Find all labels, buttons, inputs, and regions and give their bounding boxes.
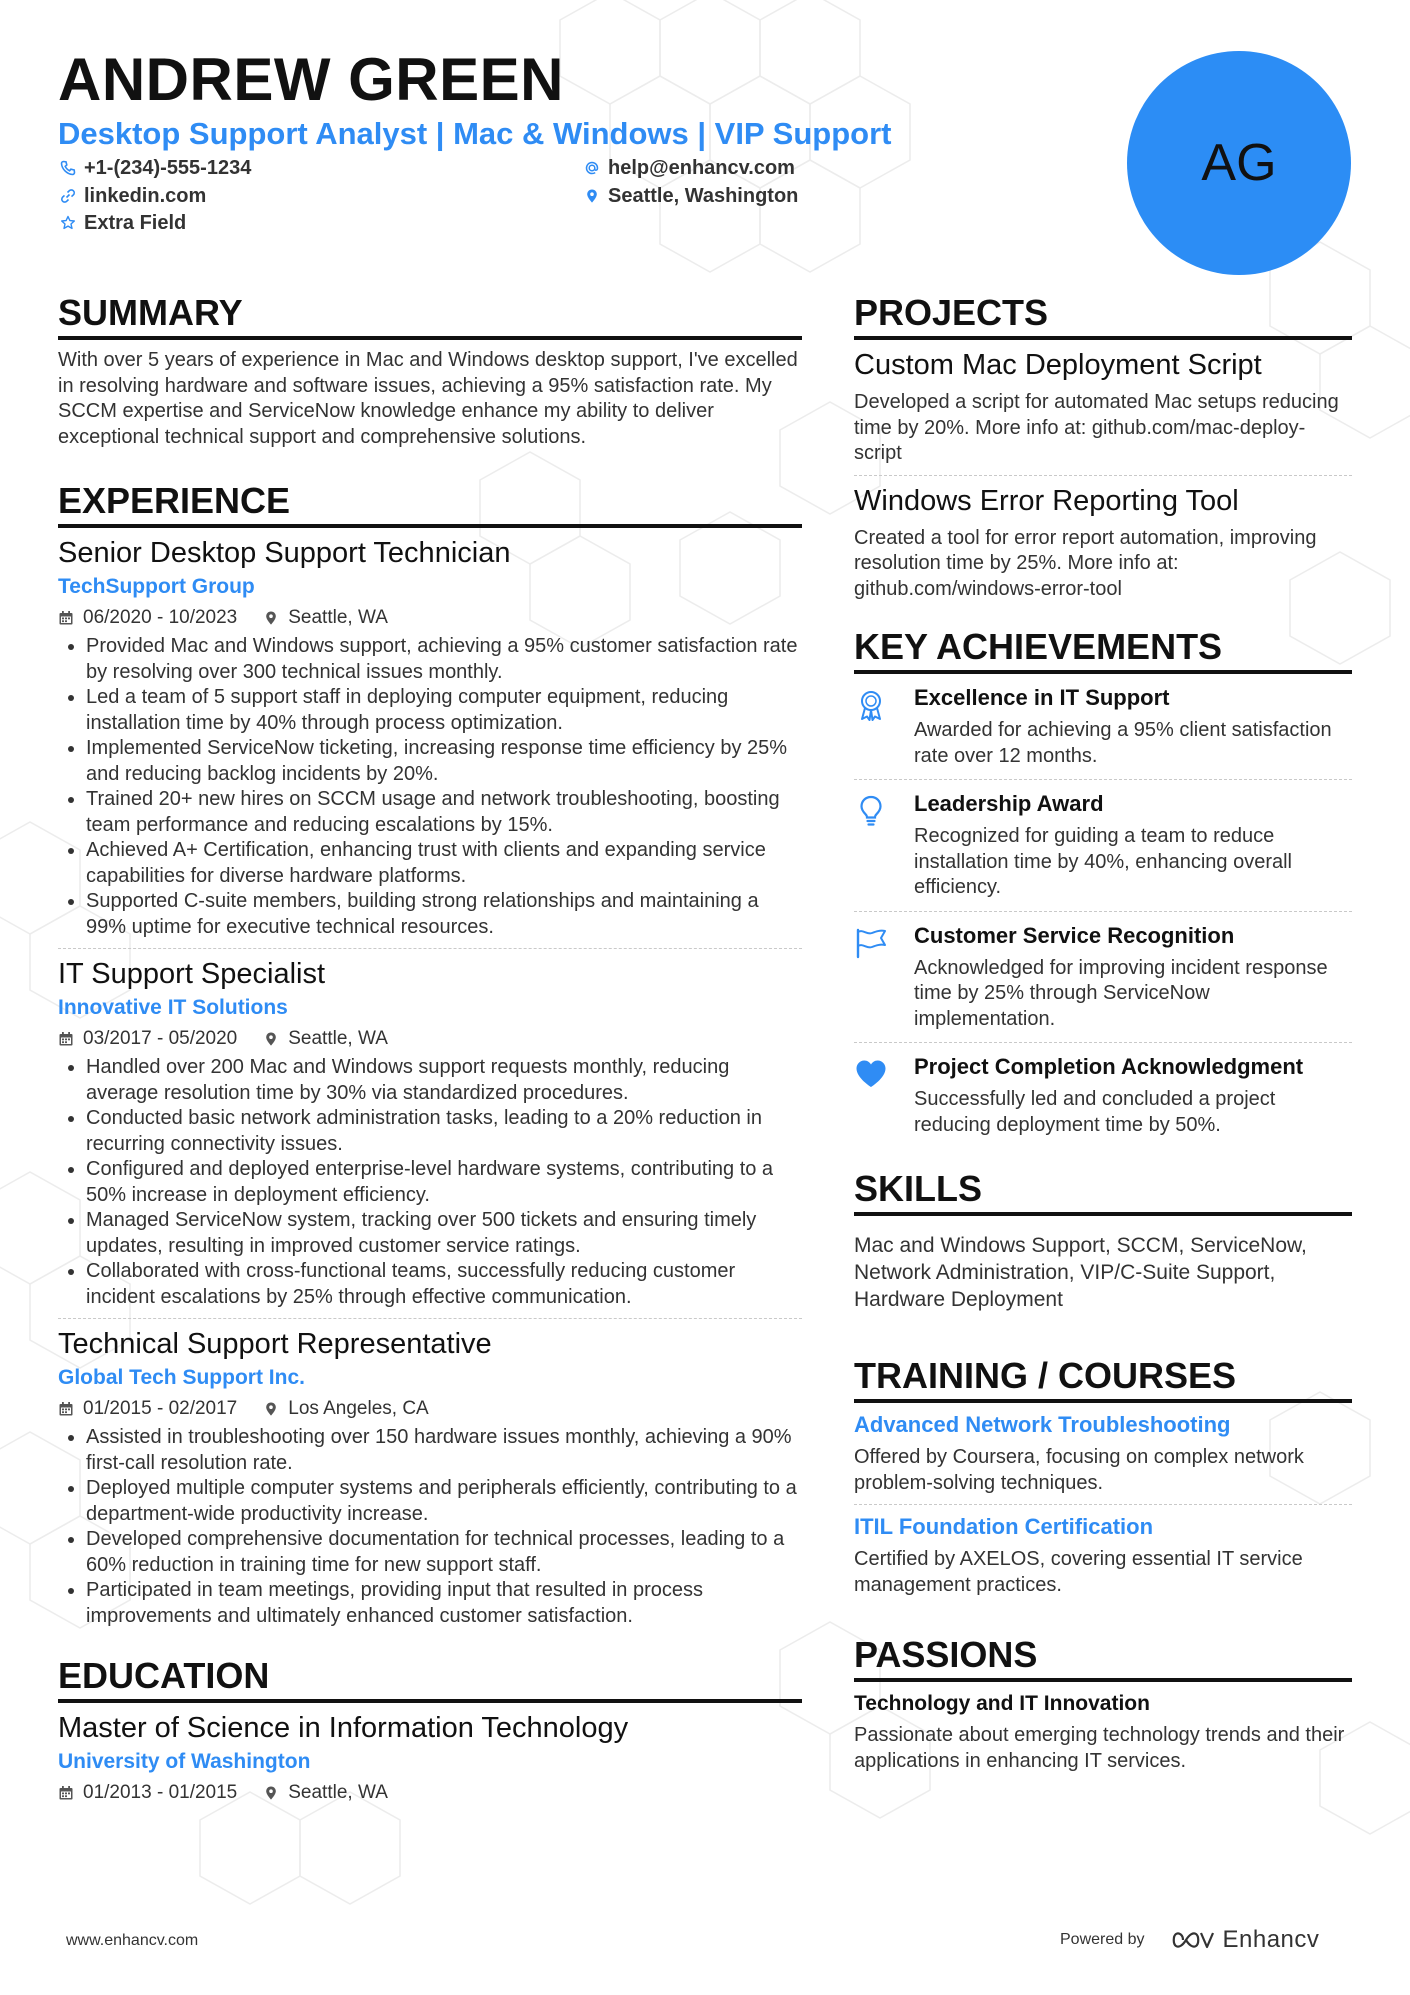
calendar-icon [58,1785,74,1801]
candidate-headline: Desktop Support Analyst | Mac & Windows | VIP Support [58,116,892,151]
achievement-description: Recognized for guiding a team to reduce installation time by 40%, enhancing overall efficiency. [914,825,1292,898]
project-description: Created a tool for error report automation, improving resolution time by 25%. More info at: github.com/windows-error-tool [854,526,1317,600]
brand-name: Enhancv [1222,1926,1320,1953]
summary-text: With over 5 years of experience in Mac and Windows desktop support, I've excelled in resolving hardware and software issues, achieving a 95% satisfaction rate. My SCCM expertise and ServiceNow knowledge enhance my ability to deliver exceptional technical support and comprehensive solutions. [58,349,798,448]
education-location: Seattle, WA [288,1782,388,1803]
job-meta [58,1397,802,1421]
education-dates: 01/2013 - 01/2015 [83,1782,238,1803]
project-title: Custom Mac Deployment Script [854,349,1262,381]
project-title: Windows Error Reporting Tool [854,484,1239,517]
left-column [58,292,802,1805]
achievement-description: Awarded for achieving a 95% client satisfaction rate over 12 months. [914,719,1332,767]
course-description: Certified by AXELOS, covering essential IT service management practices. [854,1548,1303,1596]
passions-heading: PASSIONS [854,1634,1352,1682]
job-bullet: • Developed comprehensive documentation for technical processes, leading to a 60% reduction in training time for new support staff. [86,1527,802,1578]
achievements-heading: KEY ACHIEVEMENTS [854,626,1352,674]
job-bullet: • Led a team of 5 support staff in deploying computer equipment, reducing installation time by 40% through process optimization. [86,685,802,736]
experience-heading: EXPERIENCE [58,480,802,528]
contact-extra-field [60,211,186,235]
contact-email-text: help@enhancv.com [608,157,795,179]
job-dates: 03/2017 - 05/2020 [83,1028,238,1049]
contact-email[interactable] [584,156,795,180]
calendar-icon [58,610,74,626]
job-bullet: • Managed ServiceNow system, tracking over 500 tickets and ensuring timely updates, resulting in improved customer service ratings. [86,1208,802,1259]
job-bullet: • Assisted in troubleshooting over 150 hardware issues monthly, achieving a 90% first-call resolution rate. [86,1425,802,1476]
job-bullet: • Participated in team meetings, providing input that resulted in process improvements and ultimately enhanced customer satisfaction. [86,1578,802,1629]
link-icon [60,188,76,204]
job-dates: 06/2020 - 10/2023 [83,607,238,628]
course-description: Offered by Coursera, focusing on complex network problem-solving techniques. [854,1446,1304,1494]
calendar-icon [58,1031,74,1047]
experience-entry [58,536,802,949]
achievement-description: Successfully led and concluded a project reducing deployment time by 50%. [914,1088,1276,1136]
degree-title: Master of Science in Information Technology [58,1712,629,1744]
location-pin-icon [263,610,279,626]
location-pin-icon [584,188,600,204]
course-entry [854,1411,1352,1505]
calendar-icon [58,1401,74,1417]
course-title: ITIL Foundation Certification [854,1514,1154,1539]
company-name: Global Tech Support Inc. [58,1366,305,1389]
lightbulb-icon [854,794,888,828]
project-description: Developed a script for automated Mac setups reducing time by 20%. More info at: github.com/mac-deploy-script [854,391,1339,464]
skills-text: Mac and Windows Support, SCCM, ServiceNow, Network Administration, VIP/C-Suite Support, Hardware Deployment [854,1234,1307,1311]
job-location: Seattle, WA [288,607,388,628]
job-location: Los Angeles, CA [288,1398,429,1419]
contact-extra-text: Extra Field [84,212,187,234]
training-heading: TRAINING / COURSES [854,1355,1352,1403]
job-bullet: • Achieved A+ Certification, enhancing trust with clients and expanding service capabilities for diverse hardware platforms. [86,838,802,889]
education-heading: EDUCATION [58,1655,802,1703]
job-bullets [58,1055,802,1310]
at-sign-icon [584,160,600,176]
course-entry [854,1513,1352,1598]
job-location: Seattle, WA [288,1028,388,1049]
flag-icon [854,926,888,960]
contact-phone[interactable] [60,156,251,180]
contact-linkedin[interactable] [60,184,206,208]
experience-entry [58,1327,802,1629]
job-bullet: • Deployed multiple computer systems and peripherals efficiently, contributing to a department-wide productivity increase. [86,1476,802,1527]
job-bullet: • Conducted basic network administration tasks, leading to a 20% reduction in recurring connectivity issues. [86,1106,802,1157]
footer-branding[interactable] [1060,1926,1319,1954]
candidate-name: ANDREW GREEN [58,46,565,113]
passion-title: Technology and IT Innovation [854,1692,1150,1715]
company-name: TechSupport Group [58,575,255,598]
project-entry [854,348,1352,476]
avatar-initials: AG [1201,134,1277,192]
achievement-item [854,684,1352,780]
job-title: Senior Desktop Support Technician [58,537,511,569]
passion-entry [854,1690,1352,1774]
job-bullets [58,634,802,940]
achievement-item [854,1053,1352,1138]
job-bullet: • Handled over 200 Mac and Windows support requests monthly, reducing average resolution time by 30% via standardized procedures. [86,1055,802,1106]
job-bullet: • Configured and deployed enterprise-level hardware systems, contributing to a 50% increase in deployment efficiency. [86,1157,802,1208]
company-name: Innovative IT Solutions [58,996,288,1019]
education-entry [58,1711,802,1805]
education-meta [58,1781,802,1805]
job-bullet: • Provided Mac and Windows support, achieving a 95% customer satisfaction rate by resolving over 300 technical issues monthly. [86,634,802,685]
course-title: Advanced Network Troubleshooting [854,1412,1231,1437]
job-bullet: • Implemented ServiceNow ticketing, increasing response time efficiency by 25% and reducing backlog incidents by 20%. [86,736,802,787]
achievement-item [854,790,1352,912]
achievement-description: Acknowledged for improving incident response time by 25% through ServiceNow implementation. [914,956,1328,1030]
experience-entry [58,957,802,1319]
project-entry [854,484,1352,603]
projects-heading: PROJECTS [854,292,1352,340]
enhancv-logo-icon [1171,1928,1215,1952]
right-column [854,292,1352,1774]
contact-location [584,184,798,208]
job-bullet: • Trained 20+ new hires on SCCM usage and network troubleshooting, boosting team performance and reducing escalations by 15%. [86,787,802,838]
avatar [1127,51,1351,275]
skills-heading: SKILLS [854,1168,1352,1216]
achievement-item [854,922,1352,1044]
heart-icon [854,1057,888,1091]
contact-phone-text: +1-(234)-555-1234 [84,157,252,179]
job-meta [58,1027,802,1051]
footer-website[interactable]: www.enhancv.com [66,1932,199,1949]
phone-icon [60,160,76,176]
job-bullets [58,1425,802,1629]
contact-location-text: Seattle, Washington [608,185,799,207]
achievement-title: Excellence in IT Support [914,685,1170,710]
passion-description: Passionate about emerging technology trends and their applications in enhancing IT services. [854,1724,1345,1772]
job-meta [58,606,802,630]
location-pin-icon [263,1031,279,1047]
award-ribbon-icon [854,688,888,722]
star-icon [60,215,76,231]
job-title: Technical Support Representative [58,1328,492,1360]
powered-by-text: Powered by [1060,1931,1145,1948]
summary-heading: SUMMARY [58,292,802,340]
achievement-title: Leadership Award [914,791,1104,816]
school-name: University of Washington [58,1750,311,1773]
job-title: IT Support Specialist [58,958,326,990]
contact-linkedin-text: linkedin.com [84,185,207,207]
job-dates: 01/2015 - 02/2017 [83,1398,238,1419]
job-bullet: • Supported C-suite members, building strong relationships and maintaining a 99% uptime for executive technical resources. [86,889,802,940]
location-pin-icon [263,1401,279,1417]
job-bullet: • Collaborated with cross-functional teams, successfully reducing customer incident escalations by 25% through effective communication. [86,1259,802,1310]
location-pin-icon [263,1785,279,1801]
achievement-title: Customer Service Recognition [914,922,1235,948]
achievement-title: Project Completion Acknowledgment [914,1054,1304,1079]
